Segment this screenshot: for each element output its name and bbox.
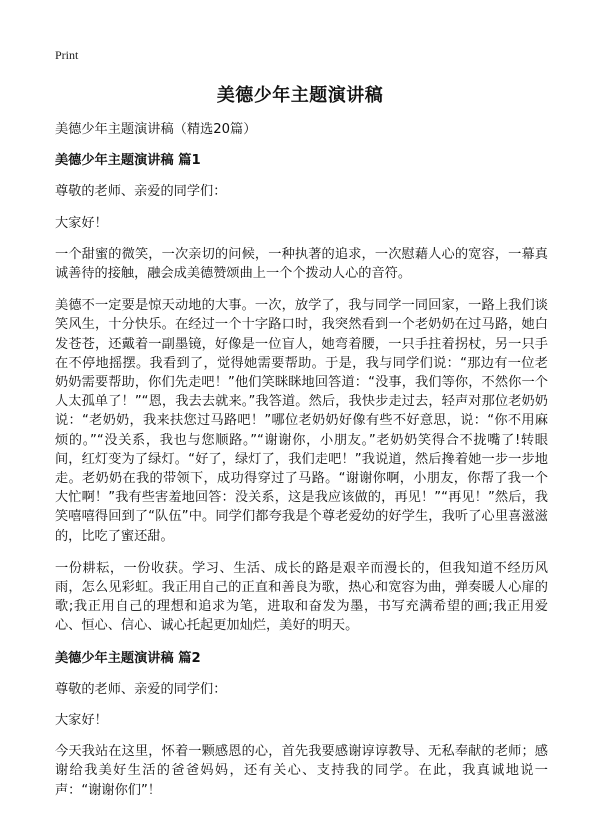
section-2 [55,649,548,800]
section-1 [55,151,548,635]
paragraph: 大家好！ [55,713,108,729]
print-link[interactable]: Print [55,48,79,62]
paragraph: 今天我站在这里，怀着一颗感恩的心，首先我要感谢谆谆教导、无私奉献的老师；感谢给我美好生活的爸爸妈妈，还有关心、支持我的同学。在此，我真诚地说一声：“谢谢你们”！ [55,744,548,798]
document-title: 美德少年主题演讲稿 [216,85,384,106]
paragraph: 一份耕耘，一份收获。学习、生活、成长的路是艰辛而漫长的，但我知道不经历风雨，怎么见彩虹。我正用自己的正直和善良为歌，热心和宽容为曲，弹奏暖人心扉的歌;我正用自己的理想和追求为笔，进取和奋发为墨，书写充满希望的画;我正用爱心、恒心、信心、诚心托起更加灿烂，美好的明天。 [55,560,548,634]
paragraph: 一个甜蜜的微笑，一次亲切的问候，一种执著的追求，一次慰藉人心的宽容，一幕真诚善待的接触，融会成美德赞颂曲上一个个拨动人心的音符。 [55,246,548,282]
section-heading: 美德少年主题演讲稿 篇2 [55,650,201,666]
section-heading: 美德少年主题演讲稿 篇1 [55,153,201,169]
paragraph: 尊敬的老师、亲爱的同学们： [55,681,227,697]
paragraph: 美德不一定要是惊天动地的大事。一次，放学了，我与同学一同回家，一路上我们谈笑风生，十分快乐。在经过一个十字路口时，我突然看到一个老奶奶在过马路，她白发苍苍，还戴着一副墨镜，好像是一位盲人，她弯着腰，一只手拄着拐杖，另一只手在不停地摇摆。我看到了，觉得她需要帮助。于是，我与同学们说：“那边有一位老奶奶需要帮助，你们先走吧！”他们笑眯眯地回答道：“没事，我们等你，不然你一个人太孤单了！”“恩，我去去就来。”我答道。然后，我快步走过去，轻声对那位老奶奶说：“老奶奶，我来扶您过马路吧！”哪位老奶奶好像有些不好意思，说：“你不用麻烦的。”“没关系，我也与您顺路。”“谢谢你，小朋友。”老奶奶笑得合不拢嘴了!转眼间，红灯变为了绿灯。“好了，绿灯了，我们走吧！”我说道，然后搀着她一步一步地走。老奶奶在我的带领下，成功得穿过了马路。“谢谢你啊，小朋友，你帮了我一个大忙啊！”我有些害羞地回答：没关系，这是我应该做的，再见！”“再见！”然后，我笑嘻嘻得回到了“队伍”中。同学们都夸我是个尊老爱幼的好学生，我听了心里喜滋滋的，比吃了蜜还甜。 [55,298,548,544]
paragraph: 大家好！ [55,215,108,231]
document-content [55,120,548,813]
paragraph: 尊敬的老师、亲爱的同学们： [55,184,227,200]
document-subtitle: 美德少年主题演讲稿（精选20篇） [55,122,257,137]
